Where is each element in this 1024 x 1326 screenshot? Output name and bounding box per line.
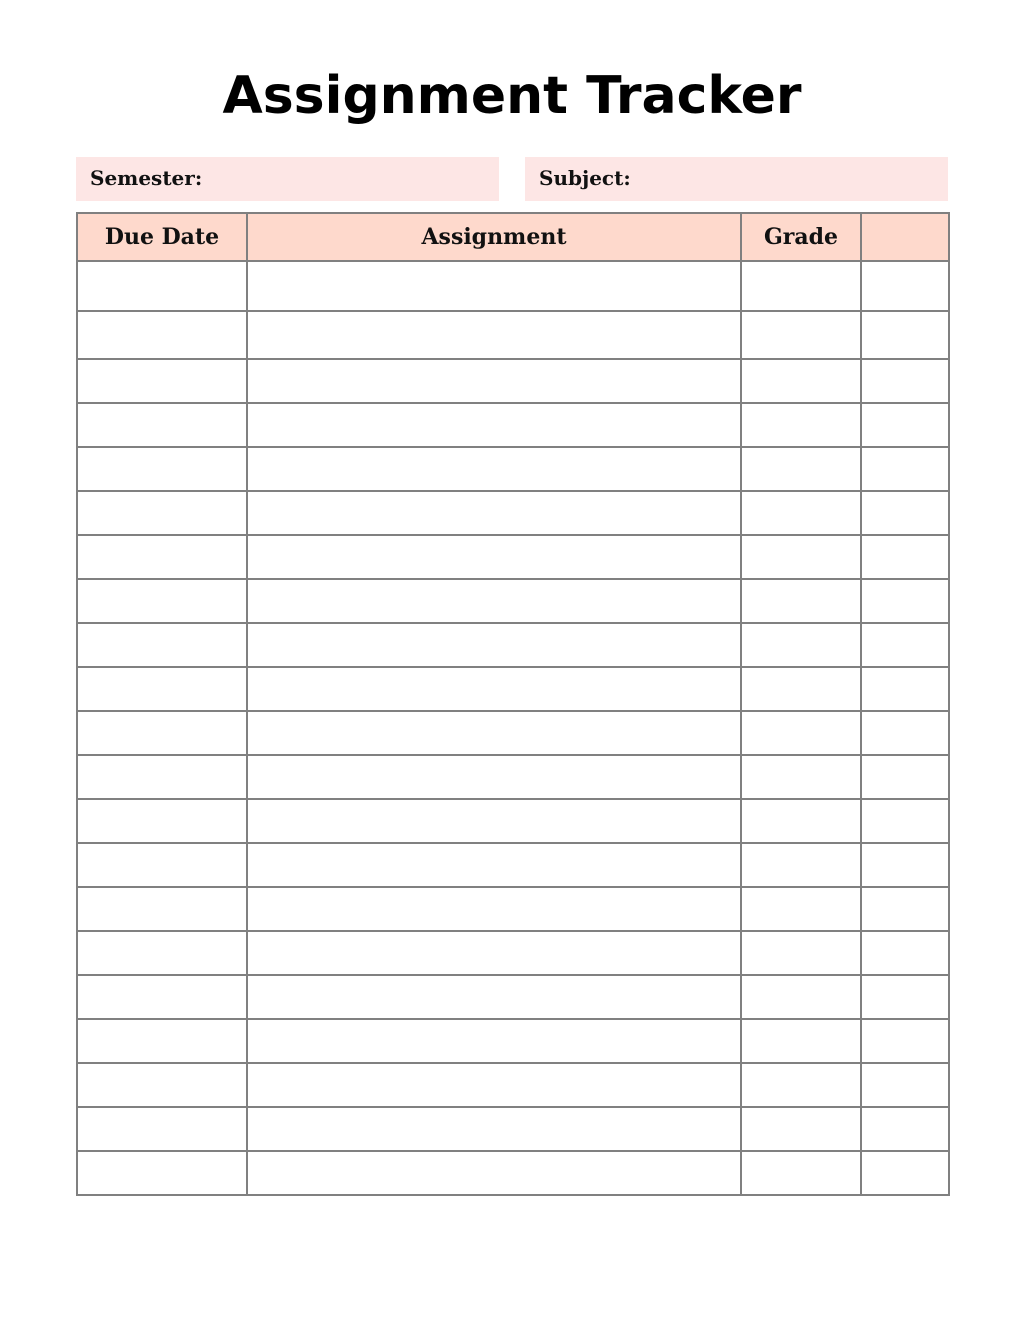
cell-extra[interactable] bbox=[861, 623, 949, 667]
cell-assignment[interactable] bbox=[247, 1019, 741, 1063]
table-row bbox=[77, 975, 949, 1019]
header-assignment: Assignment bbox=[247, 213, 741, 261]
cell-due-date[interactable] bbox=[77, 403, 247, 447]
cell-grade[interactable] bbox=[741, 403, 861, 447]
semester-label: Semester: bbox=[90, 166, 203, 190]
cell-extra[interactable] bbox=[861, 1019, 949, 1063]
cell-grade[interactable] bbox=[741, 535, 861, 579]
cell-assignment[interactable] bbox=[247, 711, 741, 755]
cell-assignment[interactable] bbox=[247, 931, 741, 975]
cell-grade[interactable] bbox=[741, 1063, 861, 1107]
cell-grade[interactable] bbox=[741, 491, 861, 535]
cell-assignment[interactable] bbox=[247, 623, 741, 667]
cell-assignment[interactable] bbox=[247, 755, 741, 799]
cell-assignment[interactable] bbox=[247, 1151, 741, 1195]
cell-due-date[interactable] bbox=[77, 359, 247, 403]
cell-due-date[interactable] bbox=[77, 667, 247, 711]
cell-due-date[interactable] bbox=[77, 447, 247, 491]
cell-grade[interactable] bbox=[741, 667, 861, 711]
table-row bbox=[77, 261, 949, 311]
cell-assignment[interactable] bbox=[247, 887, 741, 931]
cell-grade[interactable] bbox=[741, 261, 861, 311]
table-row bbox=[77, 359, 949, 403]
semester-field[interactable] bbox=[76, 157, 499, 201]
cell-extra[interactable] bbox=[861, 755, 949, 799]
cell-extra[interactable] bbox=[861, 1063, 949, 1107]
cell-grade[interactable] bbox=[741, 799, 861, 843]
cell-assignment[interactable] bbox=[247, 579, 741, 623]
cell-due-date[interactable] bbox=[77, 1063, 247, 1107]
cell-extra[interactable] bbox=[861, 261, 949, 311]
table-row bbox=[77, 311, 949, 359]
cell-grade[interactable] bbox=[741, 359, 861, 403]
cell-extra[interactable] bbox=[861, 447, 949, 491]
cell-due-date[interactable] bbox=[77, 623, 247, 667]
cell-assignment[interactable] bbox=[247, 843, 741, 887]
cell-extra[interactable] bbox=[861, 491, 949, 535]
cell-due-date[interactable] bbox=[77, 931, 247, 975]
cell-grade[interactable] bbox=[741, 755, 861, 799]
cell-assignment[interactable] bbox=[247, 311, 741, 359]
cell-extra[interactable] bbox=[861, 711, 949, 755]
header-due-date: Due Date bbox=[77, 213, 247, 261]
cell-assignment[interactable] bbox=[247, 1063, 741, 1107]
cell-extra[interactable] bbox=[861, 843, 949, 887]
cell-grade[interactable] bbox=[741, 975, 861, 1019]
cell-assignment[interactable] bbox=[247, 975, 741, 1019]
table-row bbox=[77, 491, 949, 535]
cell-assignment[interactable] bbox=[247, 491, 741, 535]
cell-due-date[interactable] bbox=[77, 799, 247, 843]
cell-extra[interactable] bbox=[861, 403, 949, 447]
table-row bbox=[77, 579, 949, 623]
cell-assignment[interactable] bbox=[247, 403, 741, 447]
table-row bbox=[77, 623, 949, 667]
cell-grade[interactable] bbox=[741, 931, 861, 975]
cell-grade[interactable] bbox=[741, 579, 861, 623]
cell-extra[interactable] bbox=[861, 1107, 949, 1151]
cell-due-date[interactable] bbox=[77, 755, 247, 799]
cell-due-date[interactable] bbox=[77, 311, 247, 359]
cell-extra[interactable] bbox=[861, 311, 949, 359]
cell-grade[interactable] bbox=[741, 1151, 861, 1195]
cell-grade[interactable] bbox=[741, 887, 861, 931]
table-row bbox=[77, 667, 949, 711]
cell-due-date[interactable] bbox=[77, 579, 247, 623]
cell-extra[interactable] bbox=[861, 1151, 949, 1195]
table-row bbox=[77, 755, 949, 799]
cell-due-date[interactable] bbox=[77, 1107, 247, 1151]
header-extra bbox=[861, 213, 949, 261]
cell-due-date[interactable] bbox=[77, 975, 247, 1019]
cell-assignment[interactable] bbox=[247, 799, 741, 843]
cell-grade[interactable] bbox=[741, 623, 861, 667]
cell-extra[interactable] bbox=[861, 975, 949, 1019]
cell-due-date[interactable] bbox=[77, 535, 247, 579]
cell-grade[interactable] bbox=[741, 1019, 861, 1063]
table-row bbox=[77, 843, 949, 887]
cell-grade[interactable] bbox=[741, 711, 861, 755]
cell-extra[interactable] bbox=[861, 887, 949, 931]
table-row bbox=[77, 403, 949, 447]
cell-assignment[interactable] bbox=[247, 667, 741, 711]
page-title: Assignment Tracker bbox=[222, 66, 802, 126]
table-row bbox=[77, 535, 949, 579]
cell-extra[interactable] bbox=[861, 931, 949, 975]
subject-label: Subject: bbox=[539, 166, 631, 190]
table-row bbox=[77, 447, 949, 491]
table-row bbox=[77, 799, 949, 843]
cell-grade[interactable] bbox=[741, 1107, 861, 1151]
cell-grade[interactable] bbox=[741, 447, 861, 491]
cell-assignment[interactable] bbox=[247, 359, 741, 403]
table-row bbox=[77, 1063, 949, 1107]
cell-extra[interactable] bbox=[861, 359, 949, 403]
cell-due-date[interactable] bbox=[77, 843, 247, 887]
cell-due-date[interactable] bbox=[77, 887, 247, 931]
cell-due-date[interactable] bbox=[77, 491, 247, 535]
cell-due-date[interactable] bbox=[77, 1019, 247, 1063]
cell-assignment[interactable] bbox=[247, 447, 741, 491]
cell-extra[interactable] bbox=[861, 799, 949, 843]
cell-assignment[interactable] bbox=[247, 535, 741, 579]
cell-grade[interactable] bbox=[741, 311, 861, 359]
assignment-table bbox=[76, 212, 950, 1196]
cell-extra[interactable] bbox=[861, 535, 949, 579]
cell-due-date[interactable] bbox=[77, 1151, 247, 1195]
table-row bbox=[77, 711, 949, 755]
header-row bbox=[77, 213, 949, 261]
cell-due-date[interactable] bbox=[77, 711, 247, 755]
table-row bbox=[77, 1019, 949, 1063]
cell-extra[interactable] bbox=[861, 667, 949, 711]
subject-field[interactable] bbox=[525, 157, 948, 201]
header-grade: Grade bbox=[741, 213, 861, 261]
table-row bbox=[77, 887, 949, 931]
cell-extra[interactable] bbox=[861, 579, 949, 623]
table-row bbox=[77, 931, 949, 975]
table-row bbox=[77, 1107, 949, 1151]
cell-grade[interactable] bbox=[741, 843, 861, 887]
table-row bbox=[77, 1151, 949, 1195]
cell-assignment[interactable] bbox=[247, 1107, 741, 1151]
cell-due-date[interactable] bbox=[77, 261, 247, 311]
cell-assignment[interactable] bbox=[247, 261, 741, 311]
